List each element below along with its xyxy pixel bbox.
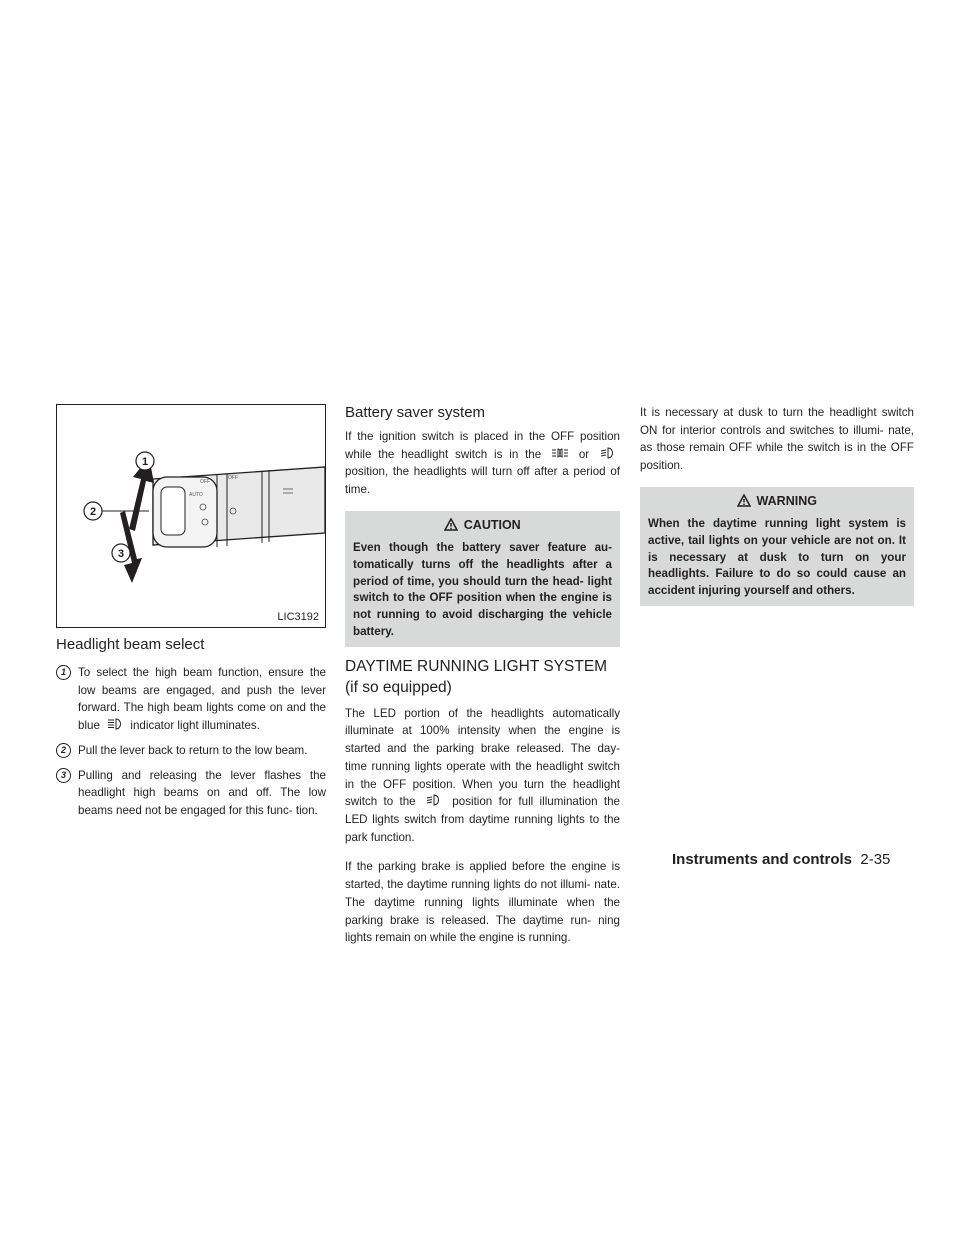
step-item	[56, 767, 326, 820]
headlight-steps	[56, 664, 326, 820]
lever-label-off-2: OFF	[228, 475, 238, 481]
column-right	[640, 404, 914, 606]
drl-paragraph-1	[345, 705, 620, 847]
battery-saver-paragraph	[345, 428, 620, 499]
step-text: Pulling and releasing the lever flashes the headlight high beams on and off. The low beams need not be engaged for this func- tion.	[78, 768, 326, 818]
figure-id: LIC3192	[277, 611, 319, 623]
headlight-icon	[599, 447, 617, 459]
drl-text-a: The LED portion of the headlights automatically illuminate at 100% intensity when the engine is started and the parking brake released. The day- time running lights operate with the headlight switch in the OFF position. When you turn the headlight switch to the	[345, 706, 620, 809]
page-number: 2-35	[860, 851, 891, 868]
callout-2: 2	[89, 506, 97, 518]
drl-text-b: position for full illumination the LED lights switch from daytime running lights to the park function.	[345, 795, 620, 844]
battery-saver-title: Battery saver system	[345, 404, 486, 421]
headlight-icon	[425, 794, 443, 806]
step-item	[56, 742, 326, 760]
step-number: 2	[56, 743, 71, 758]
callout-3: 3	[117, 548, 125, 560]
callout-1: 1	[141, 456, 149, 468]
warning-box	[640, 487, 914, 606]
headlight-lever-illustration	[57, 405, 327, 629]
drl-title-line1: DAYTIME RUNNING LIGHT SYSTEM	[345, 657, 608, 675]
footer-section: Instruments and controls	[672, 851, 853, 868]
battery-text-b: or	[578, 447, 590, 461]
step-number: 3	[56, 768, 71, 783]
caution-label: CAUTION	[463, 517, 521, 532]
caution-box	[345, 511, 620, 647]
battery-text-c: position, the headlights will turn off after a period of time.	[345, 465, 620, 497]
drl-title	[345, 657, 620, 699]
column-middle	[345, 404, 620, 947]
warning-triangle-icon	[737, 494, 751, 507]
warning-triangle-icon	[444, 518, 458, 531]
step-text: Pull the lever back to return to the low beam.	[78, 743, 308, 757]
drl-paragraph-3: It is necessary at dusk to turn the headlight switch ON for interior controls and switches to illumi- nate, as those remain OFF while the switch is in the OFF position.	[640, 406, 914, 473]
step-text: To select the high beam function, ensure the low beams are engaged, and push the lever forward. The high beam lights come on and the blue	[78, 666, 326, 733]
step-number: 1	[56, 665, 71, 680]
headlight-lever-figure	[56, 404, 326, 628]
lever-label-auto: AUTO	[189, 492, 203, 498]
parking-light-icon	[551, 447, 569, 459]
drl-paragraph-2: If the parking brake is applied before the engine is started, the daytime running lights do not illumi- nate. The daytime running lights illuminate when the parking brake is released. The daytime run- ning lights remain on while the engine is running.	[345, 860, 620, 945]
drl-title-line2: (if so equipped)	[345, 678, 452, 696]
warning-label: WARNING	[756, 493, 817, 508]
step-item	[56, 664, 326, 735]
column-left	[56, 404, 326, 827]
battery-text-a: If the ignition switch is placed in the OFF position while the headlight switch is in the	[345, 430, 620, 461]
caution-text: Even though the battery saver feature au- tomatically turns off the headlights after a period of time, you should turn the head- light switch to the OFF position when the engine is not running to avoid discharging the vehicle battery.	[353, 540, 612, 638]
step-text-cont: indicator light illuminates.	[130, 719, 260, 733]
lever-label-off-1: OFF	[200, 479, 210, 485]
warning-text: When the daytime running light system is active, tail lights on your vehicle are not on. It is necessary at dusk to turn on your headlights. Failure to do so could cause an accident injuring yourself and others.	[648, 516, 906, 598]
high-beam-icon	[106, 718, 124, 730]
headlight-beam-title: Headlight beam select	[56, 636, 205, 653]
page-footer	[672, 851, 890, 868]
